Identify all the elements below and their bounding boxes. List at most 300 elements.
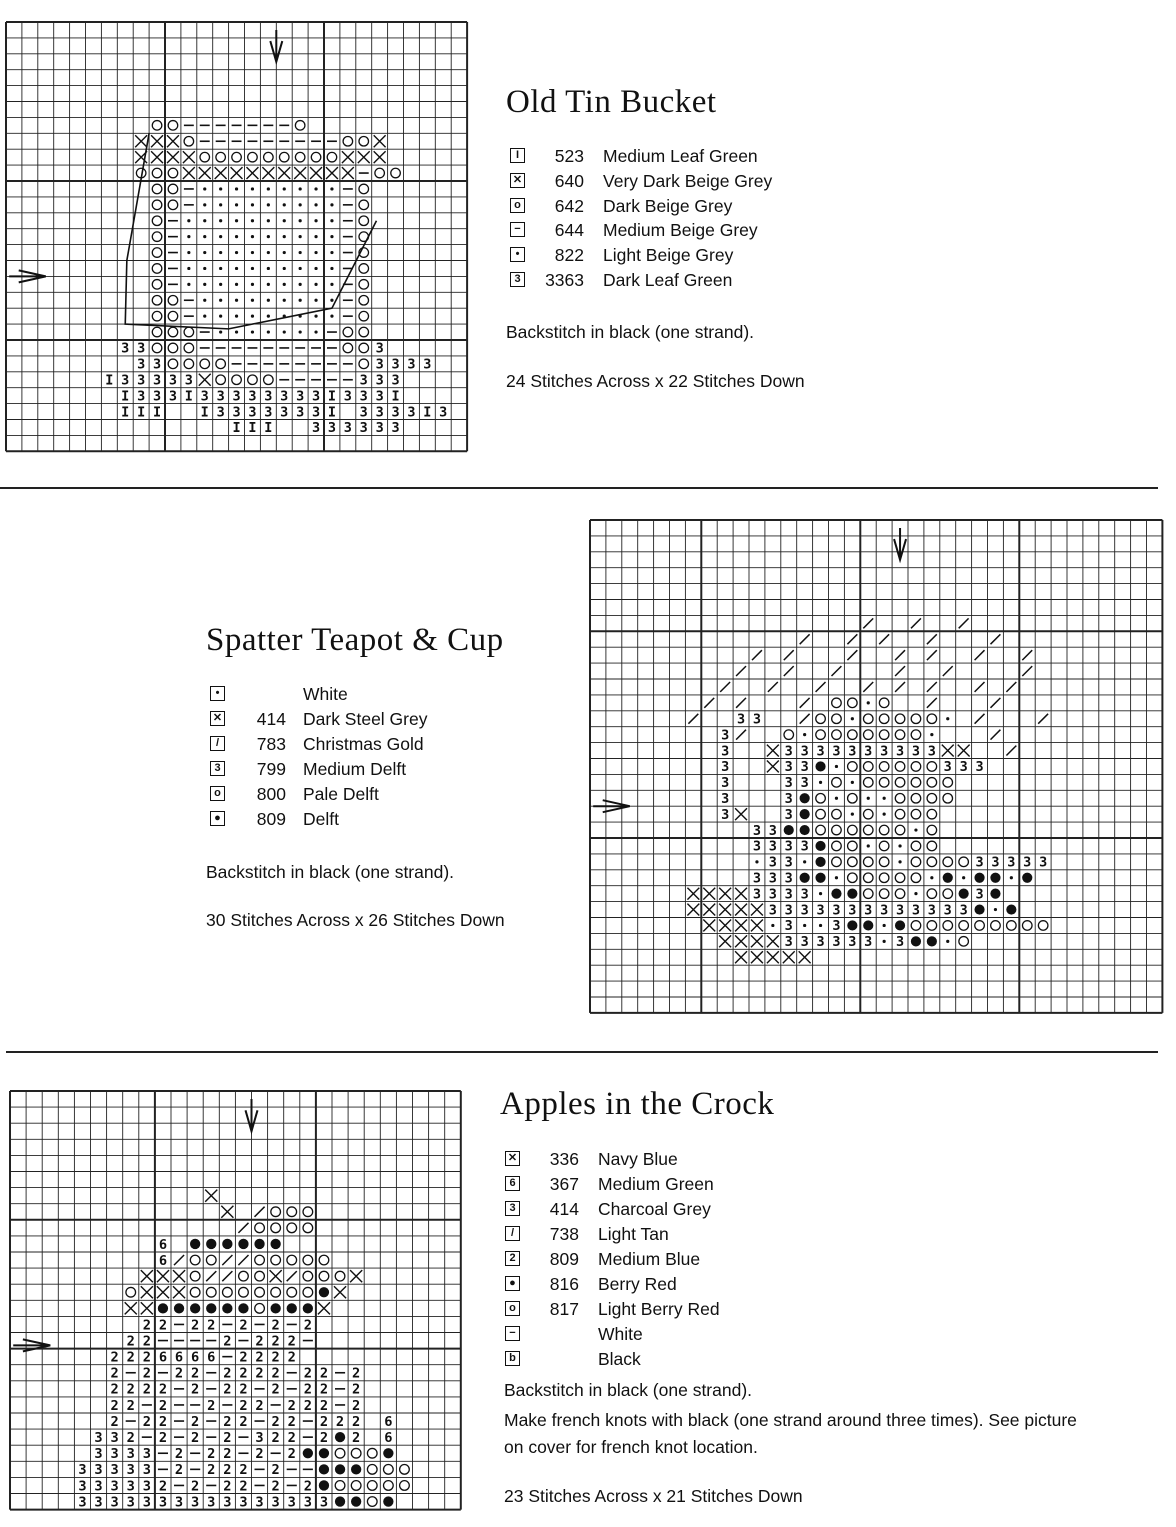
legend-floss-number: 816: [549, 1274, 579, 1294]
stitch-o: [863, 857, 873, 867]
stitch-o: [303, 1271, 313, 1281]
stitch-numeral: 3: [319, 1494, 329, 1511]
stitch-numeral: 3: [375, 356, 384, 373]
stitch-o: [911, 762, 921, 772]
stitch-numeral: 2: [223, 1429, 232, 1446]
stitch-numeral: 3: [1023, 854, 1032, 871]
stitch-o: [895, 873, 905, 883]
stitch-count: 24 Stitches Across x 22 Stitches Down: [506, 371, 805, 391]
stitch-slash: [238, 1255, 248, 1265]
stitch-dot: [330, 315, 333, 318]
stitch-dot: [914, 828, 917, 831]
stitch-o: [216, 152, 226, 162]
stitch-numeral: 3: [721, 727, 730, 744]
legend-symbol: −: [505, 1326, 520, 1341]
stitch-numeral: 2: [158, 1413, 168, 1430]
stitch-symbols: [687, 618, 1048, 963]
stitch-o: [184, 136, 194, 146]
stitch-slash: [895, 650, 905, 660]
stitch-numeral: 3: [78, 1462, 87, 1479]
stitch-o: [367, 1497, 377, 1507]
stitch-solid: [990, 889, 1000, 899]
legend-symbol: ✕: [505, 1151, 520, 1166]
stitch-slash: [991, 634, 1001, 644]
stitch-o: [927, 825, 937, 835]
stitch-o: [184, 327, 194, 337]
stitch-solid: [974, 873, 984, 883]
stitch-o: [959, 937, 969, 947]
stitch-numeral: 3: [721, 775, 730, 792]
stitch-slash: [975, 714, 985, 724]
legend-color-name: Dark Steel Grey: [303, 709, 428, 729]
stitch-o: [303, 1207, 313, 1217]
title-spatter-teapot: Spatter Teapot & Cup: [206, 622, 504, 658]
stitch-o: [832, 730, 842, 740]
stitch-numeral: 3: [184, 372, 193, 389]
stitch-x: [342, 151, 354, 163]
stitch-numeral: 2: [352, 1429, 361, 1446]
stitch-dot: [235, 267, 238, 270]
stitch-numeral: 3: [359, 388, 368, 405]
stitch-dot: [330, 267, 333, 270]
stitch-numeral: 3: [816, 743, 825, 760]
stitch-o: [152, 343, 162, 353]
stitch-dot: [235, 330, 238, 333]
legend-color-name: White: [598, 1324, 643, 1344]
legend-color-name: Light Berry Red: [598, 1299, 720, 1319]
stitch-dot: [835, 876, 838, 879]
stitch-numeral: 3: [768, 854, 777, 871]
stitch-x: [735, 935, 747, 947]
stitch-o: [848, 762, 858, 772]
stitch-dot: [235, 235, 238, 238]
stitch-numeral: 2: [142, 1365, 151, 1382]
stitch-solid: [990, 873, 1000, 883]
stitch-o: [895, 809, 905, 819]
stitch-dot: [946, 717, 949, 720]
stitch-numeral: I: [264, 420, 273, 437]
stitch-dot: [267, 203, 270, 206]
stitch-slash: [1006, 746, 1016, 756]
stitch-slash: [206, 1271, 216, 1281]
stitch-slash: [800, 698, 810, 708]
stitch-numeral: 3: [927, 902, 936, 919]
stitch-x: [767, 745, 779, 757]
stitch-o: [343, 327, 353, 337]
stitch-numeral: 2: [287, 1349, 296, 1366]
stitch-numeral: 3: [800, 902, 809, 919]
stitch-dot: [314, 219, 317, 222]
legend-row: [505, 1199, 925, 1224]
stitch-numeral: 3: [784, 759, 793, 776]
stitch-x: [703, 904, 715, 916]
stitch-solid: [303, 1303, 313, 1313]
stitch-solid: [863, 920, 873, 930]
section-divider: [0, 487, 1158, 489]
stitch-slash: [704, 698, 714, 708]
stitch-numeral: I: [137, 404, 146, 421]
stitch-dot: [203, 267, 206, 270]
legend-color-name: Medium Delft: [303, 759, 407, 779]
stitch-x: [687, 904, 699, 916]
stitch-dot: [330, 299, 333, 302]
stitch-dot: [251, 315, 254, 318]
stitch-o: [359, 327, 369, 337]
stitch-x: [719, 935, 731, 947]
stitch-x: [767, 951, 779, 963]
stitch-dot: [299, 219, 302, 222]
stitch-dot: [283, 235, 286, 238]
stitch-o: [927, 778, 937, 788]
stitch-o: [216, 375, 226, 385]
legend-symbol: I: [510, 148, 525, 163]
legend-row: [210, 684, 570, 709]
stitch-o: [271, 1207, 281, 1217]
chart-spatter-teapot: [588, 518, 1164, 1020]
stitch-solid: [174, 1303, 184, 1313]
legend-symbol: ●: [210, 811, 225, 826]
legend-row: [210, 759, 570, 784]
stitch-dot: [314, 267, 317, 270]
stitch-solid: [911, 936, 921, 946]
legend-floss-number: 367: [549, 1174, 579, 1194]
stitch-solid: [351, 1496, 361, 1506]
stitch-o: [152, 232, 162, 242]
stitch-x: [735, 808, 747, 820]
stitch-numeral: 2: [223, 1381, 232, 1398]
stitch-o: [279, 152, 289, 162]
stitch-o: [384, 1481, 394, 1491]
legend-row: [505, 1324, 925, 1349]
stitch-numeral: 3: [264, 404, 273, 421]
stitch-o: [927, 857, 937, 867]
stitch-numeral: 3: [768, 886, 777, 903]
stitch-numeral: 3: [78, 1494, 87, 1511]
stitch-dot: [883, 797, 886, 800]
legend-row: [505, 1149, 925, 1174]
stitch-dot: [235, 219, 238, 222]
stitch-slash: [800, 634, 810, 644]
stitch-numeral: 3: [752, 870, 762, 887]
stitch-x: [767, 935, 779, 947]
stitch-o: [943, 793, 953, 803]
stitch-o: [927, 809, 937, 819]
stitch-numeral: 3: [287, 1494, 296, 1511]
stitch-dot: [219, 299, 222, 302]
stitch-numeral: 2: [223, 1478, 232, 1495]
stitch-x: [326, 167, 338, 179]
stitch-o: [255, 1255, 265, 1265]
stitch-slash: [800, 714, 810, 724]
stitch-solid: [190, 1303, 200, 1313]
stitch-o: [848, 825, 858, 835]
stitch-numeral: 3: [721, 759, 730, 776]
stitch-solid: [847, 920, 857, 930]
stitch-o: [152, 200, 162, 210]
stitch-numeral: 3: [152, 356, 162, 373]
legend-color-name: Medium Green: [598, 1174, 714, 1194]
legend-symbol: /: [505, 1226, 520, 1241]
legend-symbol: ✕: [510, 173, 525, 188]
stitch-numeral: 3: [391, 372, 400, 389]
stitch-numeral: 2: [239, 1381, 248, 1398]
stitch-o: [190, 1271, 200, 1281]
stitch-dot: [203, 315, 206, 318]
stitch-numeral: 2: [191, 1413, 200, 1430]
legend-row: [510, 245, 910, 270]
stitch-solid: [287, 1303, 297, 1313]
stitch-slash: [863, 618, 873, 628]
stitch-numeral: 6: [191, 1349, 200, 1366]
stitch-dot: [883, 813, 886, 816]
stitch-slash: [832, 666, 842, 676]
stitch-o: [295, 121, 305, 131]
stitch-dot: [819, 924, 822, 927]
stitch-numeral: 3: [816, 902, 825, 919]
stitch-numeral: 3: [784, 918, 793, 935]
stitch-numeral: 3: [752, 711, 762, 728]
legend-row: [210, 784, 570, 809]
stitch-numeral: 3: [975, 854, 984, 871]
stitch-o: [343, 136, 353, 146]
legend-symbol: 3: [505, 1201, 520, 1216]
stitch-numeral: 2: [287, 1397, 296, 1414]
stitch-o: [991, 921, 1001, 931]
stitch-o: [200, 359, 210, 369]
stitch-x: [767, 761, 779, 773]
stitch-numeral: 3: [223, 1494, 232, 1511]
stitch-x: [183, 151, 195, 163]
stitch-x: [374, 135, 386, 147]
stitch-numeral: 2: [191, 1478, 200, 1495]
stitch-solid: [319, 1464, 329, 1474]
stitch-dot: [187, 235, 190, 238]
stitch-numeral: 3: [110, 1446, 119, 1463]
stitch-o: [168, 168, 178, 178]
stitch-x: [751, 904, 763, 916]
legend-symbol: 3: [510, 272, 525, 287]
stitch-numeral: 2: [271, 1365, 280, 1382]
stitch-o: [863, 809, 873, 819]
stitch-slash: [222, 1255, 232, 1265]
stitch-numeral: 6: [384, 1429, 393, 1446]
stitch-numeral: 3: [848, 902, 857, 919]
stitch-solid: [959, 889, 969, 899]
stitch-o: [943, 778, 953, 788]
stitch-o: [152, 280, 162, 290]
stitch-o: [911, 857, 921, 867]
stitch-dot: [314, 299, 317, 302]
stitch-o: [359, 311, 369, 321]
legend-color-name: Charcoal Grey: [598, 1199, 711, 1219]
stitch-o: [879, 762, 889, 772]
stitch-o: [343, 343, 353, 353]
stitch-o: [895, 778, 905, 788]
stitch-slash: [943, 666, 953, 676]
stitch-numeral: 3: [94, 1446, 103, 1463]
stitch-o: [168, 200, 178, 210]
stitch-solid: [319, 1480, 329, 1490]
stitch-dot: [299, 251, 302, 254]
stitch-o: [367, 1465, 377, 1475]
stitch-dot: [930, 733, 933, 736]
stitch-dot: [314, 251, 317, 254]
legend-color-name: Very Dark Beige Grey: [603, 170, 773, 191]
legend-floss-number: 3363: [545, 270, 584, 290]
stitch-numeral: 2: [207, 1317, 216, 1334]
stitch-slash: [736, 666, 746, 676]
stitch-numeral: 2: [319, 1381, 329, 1398]
legend-color-name: Pale Delft: [303, 784, 379, 804]
stitch-dot: [283, 203, 286, 206]
backstitch-note: Backstitch in black (one strand).: [206, 862, 455, 882]
stitch-slash: [736, 698, 746, 708]
stitch-numeral: 2: [126, 1381, 135, 1398]
stitch-x: [199, 374, 211, 386]
legend-floss-number: 799: [256, 759, 286, 779]
stitch-solid: [943, 873, 953, 883]
stitch-dot: [867, 701, 870, 704]
stitch-o: [190, 1255, 200, 1265]
stitch-o: [335, 1481, 345, 1491]
stitch-o: [255, 1304, 265, 1314]
legend-color-name: Light Beige Grey: [603, 245, 734, 266]
stitch-o: [264, 375, 274, 385]
stitch-dot: [299, 330, 302, 333]
stitch-x: [751, 935, 763, 947]
stitch-dot: [803, 733, 806, 736]
stitch-o: [927, 714, 937, 724]
legend-color-name: Medium Blue: [598, 1249, 701, 1269]
stitch-numeral: 3: [721, 743, 730, 760]
stitch-dot: [219, 251, 222, 254]
stitch-numeral: 3: [126, 1446, 135, 1463]
stitch-dot: [219, 315, 222, 318]
stitch-numeral: 2: [287, 1413, 296, 1430]
stitch-o: [152, 248, 162, 258]
stitch-numeral: 2: [191, 1365, 200, 1382]
stitch-o: [832, 825, 842, 835]
stitch-dot: [283, 251, 286, 254]
legend-floss-number: 809: [256, 809, 286, 829]
stitch-slash: [959, 618, 969, 628]
stitch-dot: [203, 299, 206, 302]
stitch-numeral: 3: [359, 420, 368, 437]
stitch-numeral: 6: [158, 1236, 168, 1253]
stitch-x: [342, 167, 354, 179]
legend-floss-number: 644: [554, 220, 584, 241]
stitch-numeral: 3: [121, 340, 130, 357]
stitch-numeral: 2: [239, 1413, 248, 1430]
stitch-dot: [235, 187, 238, 190]
stitch-numeral: 6: [207, 1349, 216, 1366]
stitch-x: [167, 135, 179, 147]
stitch-numeral: 3: [375, 340, 384, 357]
stitch-numeral: 2: [158, 1381, 168, 1398]
stitch-o: [303, 1255, 313, 1265]
stitch-x: [199, 167, 211, 179]
stitch-o: [168, 359, 178, 369]
legend-symbol: b: [505, 1351, 520, 1366]
stitch-o: [832, 778, 842, 788]
stitch-x: [215, 167, 227, 179]
stitch-numeral: 3: [864, 902, 873, 919]
stitch-count: 23 Stitches Across x 21 Stitches Down: [504, 1486, 803, 1506]
stitch-numeral: 3: [784, 791, 793, 808]
legend-symbol: o: [510, 198, 525, 213]
legend-floss-number: 738: [549, 1224, 579, 1244]
stitch-dot: [219, 219, 222, 222]
stitch-dot: [299, 283, 302, 286]
stitch-x: [157, 1286, 169, 1298]
legend-symbol: •: [510, 247, 525, 262]
stitch-numeral: 3: [784, 838, 793, 855]
stitch-x: [141, 1302, 153, 1314]
stitch-slash: [847, 634, 857, 644]
stitch-numeral: 2: [110, 1365, 119, 1382]
stitch-dot: [283, 283, 286, 286]
stitch-dot: [283, 219, 286, 222]
stitch-count: 30 Stitches Across x 26 Stitches Down: [206, 910, 505, 930]
stitch-numeral: 3: [142, 1478, 151, 1495]
stitch-dot: [267, 299, 270, 302]
stitch-slash: [911, 618, 921, 628]
legend-row: [510, 146, 910, 171]
stitch-numeral: I: [327, 388, 337, 405]
stitch-dot: [898, 860, 901, 863]
stitch-numeral: 3: [943, 759, 952, 776]
stitch-dot: [219, 203, 222, 206]
stitch-numeral: 2: [239, 1349, 248, 1366]
stitch-o: [863, 873, 873, 883]
stitch-o: [879, 698, 889, 708]
stitch-o: [879, 730, 889, 740]
center-arrow-top: [894, 528, 906, 560]
stitch-o: [911, 730, 921, 740]
stitch-dot: [219, 187, 222, 190]
stitch-numeral: 2: [126, 1349, 135, 1366]
stitch-numeral: 3: [800, 838, 809, 855]
stitch-slash: [1022, 666, 1032, 676]
stitch-dot: [299, 203, 302, 206]
legend-color-name: Dark Beige Grey: [603, 195, 733, 216]
legend-color-name: Light Tan: [598, 1224, 669, 1244]
center-arrow-top: [246, 1099, 258, 1131]
stitch-o: [271, 1255, 281, 1265]
stitch-numeral: 3: [784, 775, 793, 792]
stitch-x: [350, 1270, 362, 1282]
stitch-o: [863, 889, 873, 899]
stitch-numeral: 3: [375, 404, 384, 421]
stitch-dot: [314, 203, 317, 206]
stitch-o: [832, 714, 842, 724]
legend-floss-number: 817: [549, 1299, 579, 1319]
stitch-numeral: 2: [335, 1413, 345, 1430]
stitch-dot: [251, 330, 254, 333]
stitch-numeral: 2: [174, 1365, 184, 1382]
legend-row: [505, 1349, 925, 1374]
stitch-numeral: 2: [255, 1349, 264, 1366]
stitch-x: [719, 920, 731, 932]
center-arrow-left: [593, 800, 630, 812]
stitch-numeral: 3: [142, 1494, 151, 1511]
stitch-numeral: I: [232, 420, 241, 437]
stitch-dot: [267, 219, 270, 222]
stitch-dot: [330, 235, 333, 238]
legend-row: [505, 1249, 925, 1274]
stitch-numeral: 2: [352, 1413, 361, 1430]
stitch-slash: [863, 682, 873, 692]
